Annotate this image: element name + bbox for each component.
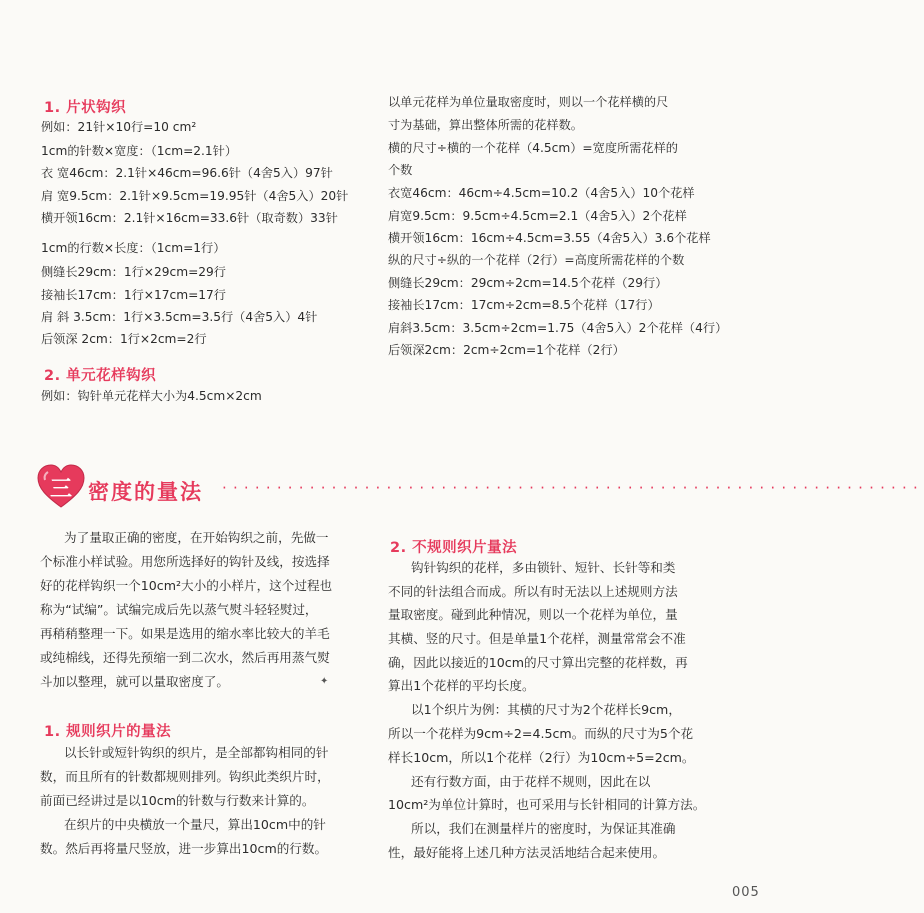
text-line: 衣 宽46cm：2.1针×46cm=96.6针（4舍5入）97针 [41, 166, 333, 180]
text-line: 肩 宽9.5cm：2.1针×9.5cm=19.95针（4舍5入）20针 [41, 189, 349, 203]
text-line: 侧缝长29cm：1行×29cm=29行 [41, 265, 226, 279]
heart-badge [36, 463, 86, 509]
text-line: 以长针或短针钩织的织片，是全部都钩相同的针 [64, 745, 329, 760]
text-line: 寸为基础，算出整体所需的花样数。 [388, 118, 583, 132]
text-line: 钩针钩织的花样，多由锁针、短针、长针等和类 [411, 560, 676, 575]
text-line: 侧缝长29cm：29cm÷2cm=14.5个花样（29行） [388, 276, 668, 290]
text-line: 以1个织片为例：其横的尺寸为2个花样长9cm， [411, 702, 681, 717]
heading-regular-measure: 1. 规则织片的量法 [44, 724, 172, 740]
section-title: 密度的量法 [88, 480, 203, 504]
text-line: 10cm²为单位计算时，也可采用与长针相同的计算方法。 [388, 797, 706, 812]
text-line: 再稍稍整理一下。如果是选用的缩水率比较大的羊毛 [40, 626, 330, 641]
text-line: 其横、竖的尺寸。但是单量1个花样，测量常常会不准 [388, 631, 686, 646]
text-line: 量取密度。碰到此种情况，则以一个花样为单位，量 [388, 607, 678, 622]
text-line: 横开领16cm：2.1针×16cm=33.6针（取奇数）33针 [41, 211, 338, 225]
text-line: 数，而且所有的针数都规则排列。钩织此类织片时， [40, 769, 330, 784]
text-line: 称为“试编”。试编完成后先以蒸气熨斗轻轻熨过， [40, 602, 318, 617]
text-line: 例如：21针×10行=10 cm² [41, 120, 197, 134]
text-line: 肩斜3.5cm：3.5cm÷2cm=1.75（4舍5入）2个花样（4行） [388, 321, 728, 335]
text-line: 确，因此以接近的10cm的尺寸算出完整的花样数，再 [388, 655, 688, 670]
text-line: 还有行数方面，由于花样不规则，因此在以 [411, 774, 651, 789]
text-line: 好的花样钩织一个10cm²大小的小样片，这个过程也 [40, 578, 333, 593]
text-line: 后领深 2cm：1行×2cm=2行 [41, 332, 207, 346]
text-line: 以单元花样为单位量取密度时，则以一个花样横的尺 [388, 95, 669, 109]
text-line: 个标准小样试验。用您所选择好的钩针及线，按选择 [40, 554, 330, 569]
text-line: 所以，我们在测量样片的密度时，为保证其准确 [411, 821, 676, 836]
text-line: 前面已经讲过是以10cm的针数与行数来计算的。 [40, 793, 315, 808]
text-line: 例如：钩针单元花样大小为4.5cm×2cm [41, 389, 262, 403]
text-line: 不同的针法组合而成。所以有时无法以上述规则方法 [388, 584, 678, 599]
section-number: 三 [50, 476, 73, 502]
text-line: 接袖长17cm：1行×17cm=17行 [41, 288, 226, 302]
text-line: 斗加以整理，就可以量取密度了。 [40, 674, 229, 689]
heading-unit-pattern: 2. 单元花样钩织 [44, 368, 157, 384]
text-line: 肩 斜 3.5cm：1行×3.5cm=3.5行（4舍5入）4针 [41, 310, 318, 324]
text-line: 纵的尺寸÷纵的一个花样（2行）=高度所需花样的个数 [388, 253, 685, 267]
center-mark-icon: ✦ [320, 676, 329, 687]
text-line: 个数 [388, 163, 413, 177]
text-line: 性，最好能将上述几种方法灵活地结合起来使用。 [388, 845, 666, 860]
text-line: 算出1个花样的平均长度。 [388, 678, 535, 693]
text-line: 后领深2cm：2cm÷2cm=1个花样（2行） [388, 343, 625, 357]
text-line: 肩宽9.5cm：9.5cm÷4.5cm=2.1（4舍5入）2个花样 [388, 209, 687, 223]
text-line: 为了量取正确的密度，在开始钩织之前，先做一 [64, 530, 329, 545]
text-line: 接袖长17cm：17cm÷2cm=8.5个花样（17行） [388, 298, 660, 312]
text-line: 所以一个花样为9cm÷2=4.5cm。而纵的尺寸为5个花 [388, 726, 694, 741]
text-line: 样长10cm，所以1个花样（2行）为10cm÷5=2cm。 [388, 750, 695, 765]
text-line: 衣宽46cm：46cm÷4.5cm=10.2（4舍5入）10个花样 [388, 186, 695, 200]
heading-irregular-measure: 2. 不规则织片量法 [390, 540, 518, 556]
heading-sheet-crochet: 1. 片状钩织 [44, 100, 127, 116]
text-line: 1cm的行数×长度：（1cm=1行） [41, 241, 226, 255]
text-line: 数。然后再将量尺竖放，进一步算出10cm的行数。 [40, 841, 328, 856]
dotted-rule: ································································ [222, 479, 924, 497]
text-line: 1cm的针数×宽度：（1cm=2.1针） [41, 144, 238, 158]
text-line: 横的尺寸÷横的一个花样（4.5cm）=宽度所需花样的 [388, 141, 678, 155]
text-line: 或纯棉线，还得先预缩一到二次水，然后再用蒸气熨 [40, 650, 330, 665]
text-line: 在织片的中央横放一个量尺，算出10cm中的针 [64, 817, 326, 832]
text-line: 横开领16cm：16cm÷4.5cm=3.55（4舍5入）3.6个花样 [388, 231, 711, 245]
page-number: 005 [732, 885, 760, 900]
